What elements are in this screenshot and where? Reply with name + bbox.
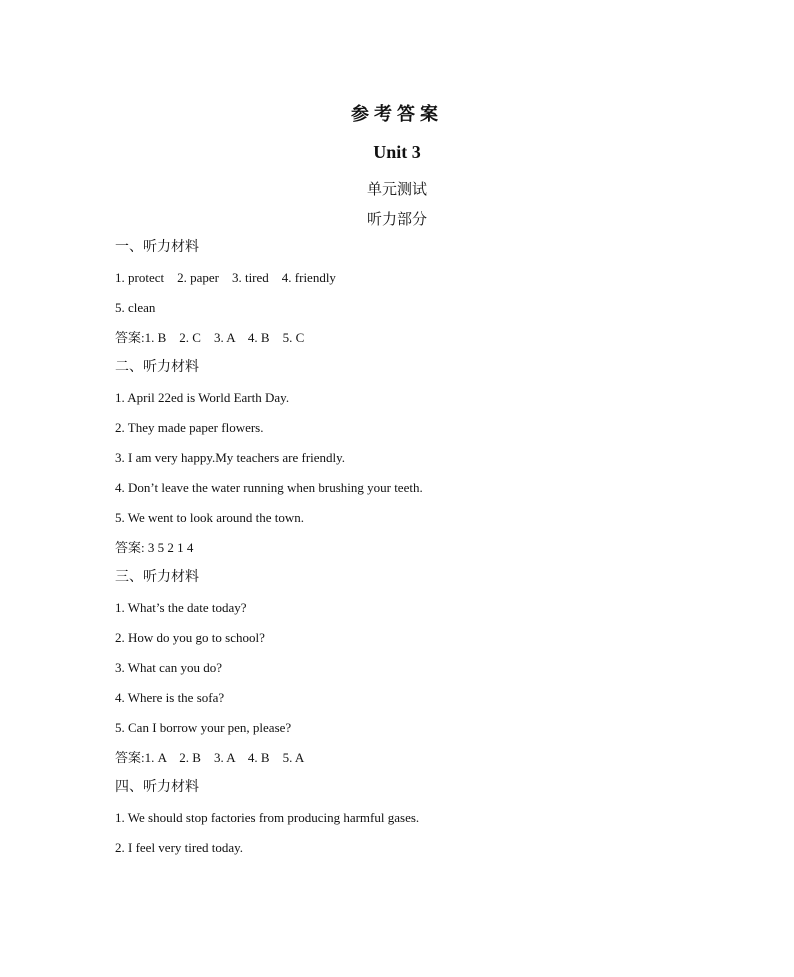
text-line: 1. We should stop factories from producing harmful gases. [115, 810, 420, 825]
text-line: 2. How do you go to school? [115, 630, 265, 645]
text-line: 3. I am very happy.My teachers are friendly. [115, 450, 346, 465]
text-line: 1. What’s the date today? [115, 600, 247, 615]
text-line: 3. What can you do? [115, 660, 222, 675]
section-heading-3: 三、听力材料 [115, 570, 199, 585]
section-subtitle-listening: 听力部分 [366, 212, 427, 228]
text-line: 4. Don’t leave the water running when brushing your teeth. [115, 480, 423, 495]
text-line: 1. April 22ed is World Earth Day. [115, 390, 290, 405]
text-line: 5. We went to look around the town. [115, 510, 304, 525]
text-line: 4. Where is the sofa? [115, 690, 225, 705]
section-heading-4: 四、听力材料 [115, 780, 199, 795]
text-line: 2. They made paper flowers. [115, 420, 264, 435]
section-subtitle-test: 单元测试 [366, 182, 427, 198]
text-line: 1. protect 2. paper 3. tired 4. friendly [115, 270, 336, 285]
answer-line: 答案:1. B 2. C 3. A 4. B 5. C [115, 330, 305, 345]
section-heading-1: 一、听力材料 [115, 240, 199, 255]
page-title: 参考答案 [351, 104, 443, 124]
answer-line: 答案: 3 5 2 1 4 [115, 540, 194, 555]
text-line: 2. I feel very tired today. [115, 840, 244, 855]
text-line: 5. Can I borrow your pen, please? [115, 720, 292, 735]
answer-line: 答案:1. A 2. B 3. A 4. B 5. A [115, 750, 305, 765]
section-heading-2: 二、听力材料 [115, 360, 199, 375]
unit-heading: Unit 3 [373, 142, 421, 162]
text-line: 5. clean [115, 300, 156, 315]
